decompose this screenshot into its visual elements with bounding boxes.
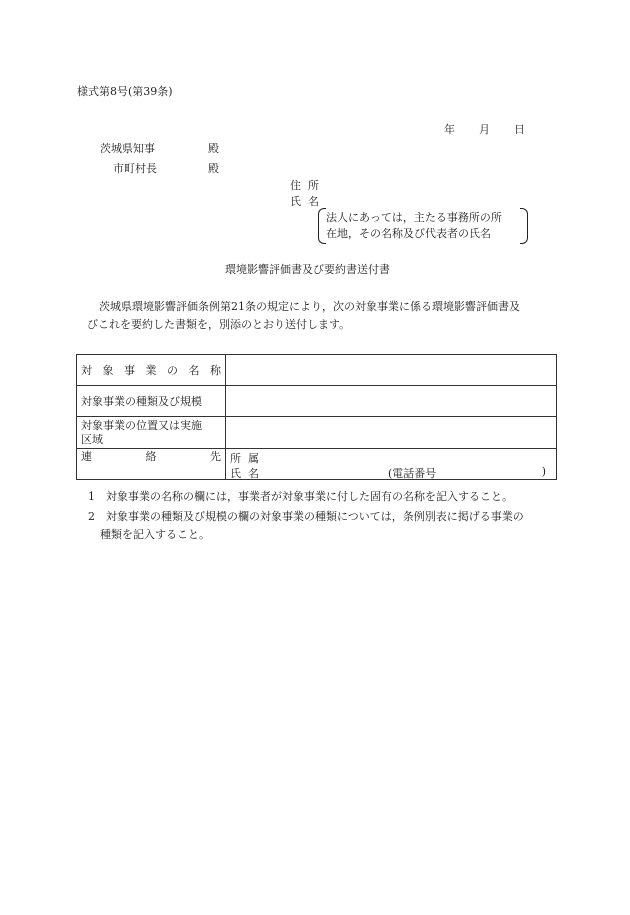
- date-month-label: 月: [479, 123, 490, 136]
- note-1: 1 対象事業の名称の欄には，事業者が対象事業に付した固有の名称を記入すること。: [88, 490, 513, 503]
- contact-affiliation-label: 所属: [230, 452, 266, 465]
- project-location-label: 対象事業の位置又は実施 区域: [77, 417, 226, 449]
- submitter-address-label: 住所: [290, 179, 326, 192]
- project-name-field[interactable]: [226, 355, 557, 386]
- body-text-line1: 茨城県環境影響評価条例第21条の規定により，次の対象事業に係る環境影響評価書及: [99, 300, 520, 313]
- contact-phone-close: ): [541, 465, 546, 478]
- contact-name-label: 氏名: [230, 467, 266, 480]
- left-bracket: [318, 208, 326, 244]
- form-number: 様式第8号(第39条): [77, 85, 173, 98]
- document-title: 環境影響評価書及び要約書送付書: [225, 263, 390, 276]
- body-text-line2: びこれを要約した書類を，別添のとおり送付します。: [87, 318, 351, 331]
- project-type-field[interactable]: [226, 386, 557, 417]
- submitter-name-label: 氏名: [290, 195, 326, 208]
- right-bracket: [520, 208, 528, 244]
- corporate-note: [318, 208, 528, 244]
- table-row-project-type: [77, 386, 557, 417]
- project-name-label: 対 象 事 業 の 名 称: [77, 355, 226, 386]
- note-2-line1: 2 対象事業の種類及び規模の欄の対象事業の種類については，条例別表に掲げる事業の: [88, 510, 524, 523]
- date-line: [444, 123, 525, 137]
- table-row-contact: [77, 449, 557, 480]
- table-row-project-location: [77, 417, 557, 449]
- addressee-governor-honorific: 殿: [208, 142, 219, 155]
- date-year-label: 年: [444, 123, 455, 136]
- contact-field[interactable]: [226, 449, 557, 480]
- date-day-label: 日: [514, 123, 525, 136]
- project-type-label: 対象事業の種類及び規模: [77, 386, 226, 417]
- corporate-note-line1: 法人にあっては，主たる事務所の所: [326, 211, 502, 224]
- table-row-project-name: [77, 355, 557, 386]
- addressee-governor: 茨城県知事: [100, 142, 155, 155]
- project-location-field[interactable]: [226, 417, 557, 449]
- contact-label: 連 絡 先: [77, 449, 226, 480]
- project-info-table: [76, 354, 557, 480]
- note-2-line2: 種類を記入すること。: [100, 528, 210, 541]
- addressee-mayor-honorific: 殿: [208, 162, 219, 175]
- corporate-note-line2: 在地，その名称及び代表者の氏名: [326, 227, 491, 240]
- contact-phone-label: (電話番号: [388, 467, 437, 480]
- addressee-mayor: 市町村長: [113, 162, 157, 175]
